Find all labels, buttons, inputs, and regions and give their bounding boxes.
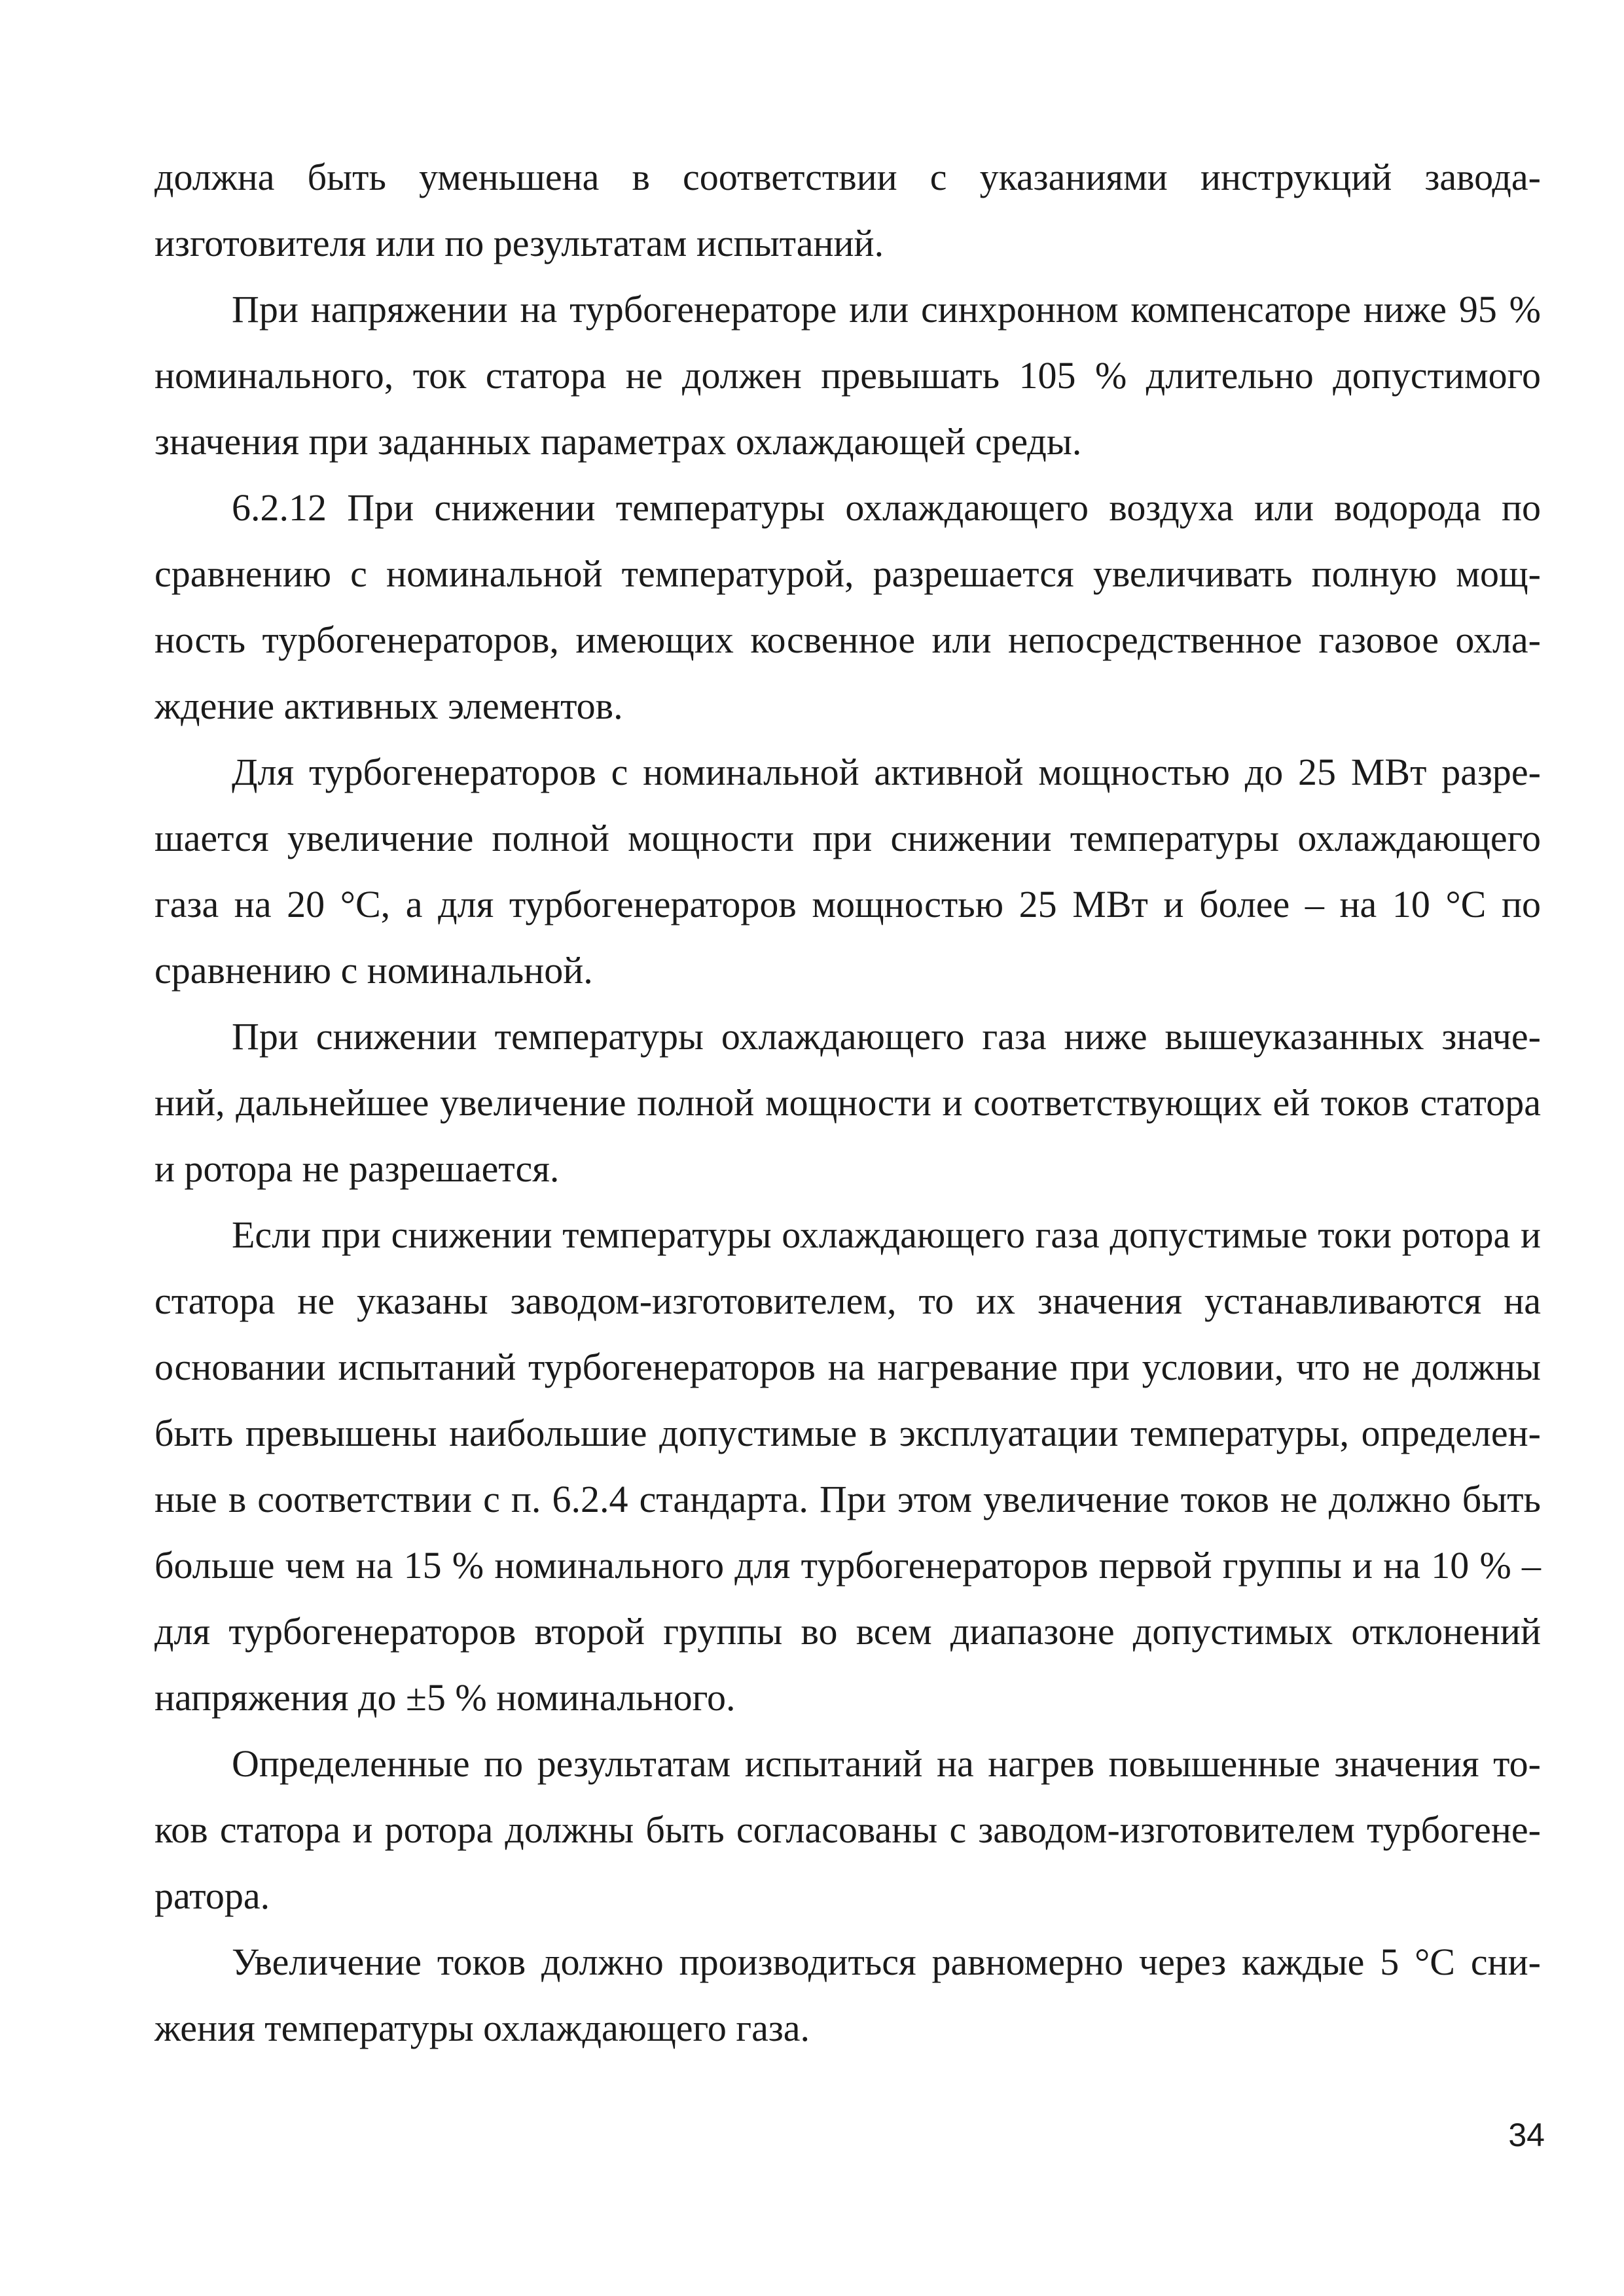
paragraph-continuation: должна быть уменьшена в соответствии с указаниями инструкций завода-изготовителя или по результатам испытаний. [154,156,1541,264]
paragraph-power-increase: Для турбогенераторов с номинальной активной мощностью до 25 МВт разрешается увеличение полной мощности при снижении температуры охлаждающего газа на 20 °С, а для турбогенераторов мощностью 25 МВт и более – на 10 °С по сравнению с номинальной. [154,751,1541,992]
paragraph-uniform-increase: Увеличение токов должно производиться равномерно через каждые 5 °С снижения температуры охлаждающего газа. [154,1941,1541,2049]
paragraph-clause-6-2-12: 6.2.12 При снижении температуры охлаждающего воздуха или водорода по сравнению с номинальной температурой, разрешается увеличивать полную мощность турбогенераторов, имеющих косвенное или непосредственное газовое охлаждение активных элементов. [154,486,1541,727]
page-number: 34 [1508,2117,1545,2153]
paragraph-no-further-increase: При снижении температуры охлаждающего газа ниже вышеуказанных значений, дальнейшее увеличение полной мощности и соответствующих ей токов статора и ротора не разрешается. [154,1015,1541,1190]
paragraph-coordination: Определенные по результатам испытаний на нагрев повышенные значения токов статора и ротора должны быть согласованы с заводом-изготовителем турбогенератора. [154,1742,1541,1917]
paragraph-test-determined-currents: Если при снижении температуры охлаждающего газа допустимые токи ротора и статора не указаны заводом-изготовителем, то их значения устанавливаются на основании испытаний турбогенераторов на нагревание при условии, что не должны быть превышены наибольшие допустимые в эксплуатации температуры, определенные в соответствии с п. 6.2.4 стандарта. При этом увеличение токов не должно быть больше чем на 15 % номинального для турбогенераторов первой группы и на 10 % – для турбогенераторов второй группы во всем диапазоне допустимых отклонений напряжения до ±5 % номинального. [154,1213,1541,1719]
body-text [154,144,1541,2061]
paragraph-voltage-condition: При напряжении на турбогенераторе или синхронном компенсаторе ниже 95 % номинального, ток статора не должен превышать 105 % длительно допустимого значения при заданных параметрах охлаждающей среды. [154,288,1541,463]
